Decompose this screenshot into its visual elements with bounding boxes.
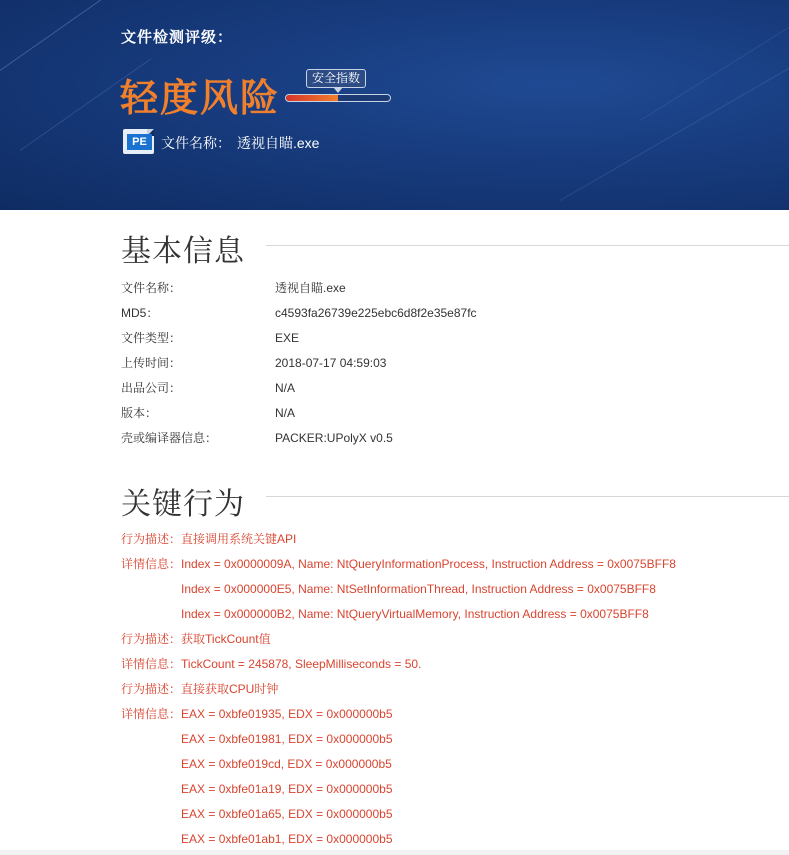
basic-info-value: N/A — [275, 406, 296, 420]
key-behavior-title: 关键行为 — [121, 488, 245, 521]
basic-info-row — [121, 429, 741, 447]
behavior-row — [121, 555, 676, 573]
behavior-detail-continuation: EAX = 0xbfe019cd, EDX = 0x000000b5 — [181, 757, 392, 771]
safety-index-meter-fill — [286, 95, 338, 101]
basic-info-row — [121, 404, 741, 422]
behavior-row — [121, 705, 393, 723]
basic-info-value: 2018-07-17 04:59:03 — [275, 356, 387, 370]
basic-info-row — [121, 379, 741, 397]
decorative-streak — [560, 50, 789, 201]
pe-file-icon — [123, 129, 154, 154]
behavior-detail-continuation: EAX = 0xbfe01a19, EDX = 0x000000b5 — [181, 782, 393, 796]
behavior-label: 详情信息： — [121, 707, 182, 721]
behavior-text: Index = 0x0000009A, Name: NtQueryInformationProcess, Instruction Address = 0x0075BFF8 — [181, 557, 676, 571]
behavior-label: 详情信息： — [121, 557, 182, 571]
basic-info-label: 文件类型： — [121, 331, 182, 345]
header-file-name — [161, 133, 319, 153]
behavior-text: TickCount = 245878, SleepMilliseconds = 50. — [181, 657, 422, 671]
behavior-detail-continuation: EAX = 0xbfe01981, EDX = 0x000000b5 — [181, 732, 393, 746]
basic-info-label: 文件名称： — [121, 281, 182, 295]
behavior-detail-continuation: EAX = 0xbfe01ab1, EDX = 0x000000b5 — [181, 832, 393, 846]
behavior-label: 行为描述： — [121, 682, 182, 696]
safety-index-meter — [285, 94, 391, 102]
behavior-label: 行为描述： — [121, 532, 182, 546]
behavior-detail-continuation: EAX = 0xbfe01a65, EDX = 0x000000b5 — [181, 807, 393, 821]
safety-index-tag: 安全指数 — [306, 69, 366, 88]
pe-file-icon-badge: PE — [127, 134, 152, 150]
behavior-row — [121, 680, 278, 698]
behavior-label: 详情信息： — [121, 657, 182, 671]
behavior-text: 获取TickCount值 — [181, 632, 271, 646]
basic-info-value: N/A — [275, 381, 296, 395]
behavior-text: 直接调用系统关键API — [181, 532, 297, 546]
behavior-text: 直接获取CPU时钟 — [181, 682, 279, 696]
behavior-row — [121, 530, 296, 548]
basic-info-title: 基本信息 — [121, 235, 245, 268]
basic-info-row — [121, 329, 741, 347]
decorative-streak — [640, 14, 789, 121]
basic-info-row — [121, 304, 741, 322]
behavior-detail-continuation: Index = 0x000000B2, Name: NtQueryVirtualMemory, Instruction Address = 0x0075BFF8 — [181, 607, 649, 621]
basic-info-label: MD5： — [121, 306, 159, 320]
bottom-strip — [0, 850, 789, 855]
basic-info-label: 壳或编译器信息： — [121, 431, 218, 445]
behavior-detail-continuation: Index = 0x000000E5, Name: NtSetInformationThread, Instruction Address = 0x0075BFF8 — [181, 582, 656, 596]
header-file-name-value: 透视自瞄.exe — [237, 135, 320, 151]
basic-info-divider — [266, 245, 789, 246]
report-header — [0, 0, 789, 210]
behavior-label: 行为描述： — [121, 632, 182, 646]
basic-info-row — [121, 354, 741, 372]
basic-info-value: c4593fa26739e225ebc6d8f2e35e87fc — [275, 306, 477, 320]
behavior-row — [121, 630, 271, 648]
basic-info-label: 上传时间： — [121, 356, 182, 370]
behavior-text: EAX = 0xbfe01935, EDX = 0x000000b5 — [181, 707, 393, 721]
basic-info-label: 版本： — [121, 406, 158, 420]
rating-label: 文件检测评级： — [121, 29, 234, 46]
basic-info-value: EXE — [275, 331, 300, 345]
basic-info-value: PACKER:UPolyX v0.5 — [275, 431, 393, 445]
behavior-row — [121, 655, 421, 673]
risk-level: 轻度风险 — [120, 78, 281, 120]
header-file-name-label: 文件名称： — [161, 135, 231, 151]
basic-info-label: 出品公司： — [121, 381, 182, 395]
basic-info-value: 透视自瞄.exe — [275, 281, 346, 295]
key-behavior-divider — [266, 496, 789, 497]
basic-info-row — [121, 279, 741, 297]
